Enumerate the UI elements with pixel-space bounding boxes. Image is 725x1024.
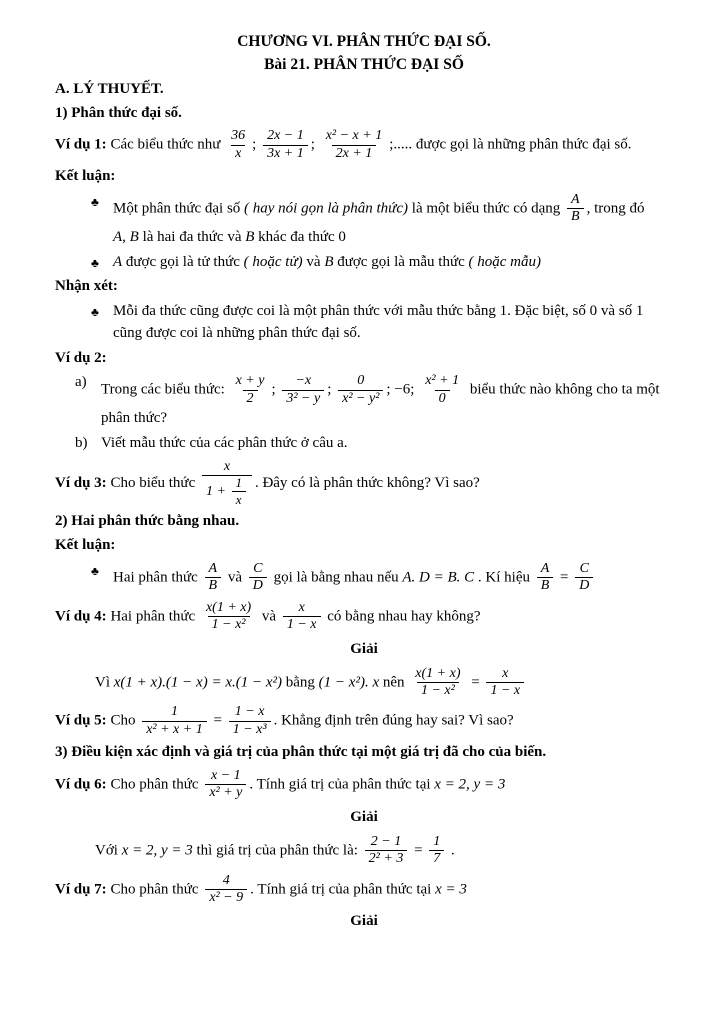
text-run: Cho phân thức (106, 880, 203, 897)
text-run: Ví dụ 2: (55, 349, 107, 366)
text-run: Vì (95, 673, 114, 690)
text-run: Viết mẫu thức của các phân thức ở câu a. (101, 435, 348, 452)
text-run: 3) Điều kiện xác định và giá trị của phân thức tại một giá trị đã cho của biến. (55, 744, 547, 761)
line-content (113, 560, 673, 596)
text-run: . Tính giá trị của phân thức tại (250, 880, 436, 897)
text-run: Ví dụ 3: (55, 474, 107, 491)
text-run: . (447, 842, 455, 859)
text-run: được gọi là mẫu thức (333, 253, 469, 270)
line-content (113, 191, 673, 249)
text-run: bằng (282, 673, 319, 690)
text-run: Cho biểu thức (106, 474, 199, 491)
fraction-denominator: 1 − x (486, 682, 524, 700)
section-a-heading (55, 79, 673, 101)
fraction-numerator: 1 (170, 704, 178, 720)
text-run: (1 − x²). x (318, 673, 380, 690)
text-run: . Tính giá trị của phân thức tại (249, 776, 435, 793)
text-run: Giải (350, 808, 378, 825)
text-run: Ví dụ 4: (55, 608, 107, 625)
fraction (227, 128, 249, 162)
text-run: ; (271, 381, 280, 398)
example-2-item-b (55, 433, 673, 455)
ket-luan-2-heading (55, 535, 673, 557)
text-run: Một phân thức đại số (113, 200, 245, 217)
text-run: , trong đó (586, 200, 645, 217)
example-2-item-a (55, 372, 673, 430)
text-run: x = 2, y = 3 (434, 776, 506, 793)
text-run: khác đa thức (254, 228, 339, 245)
fraction-denominator: x² − y² (338, 390, 383, 408)
text-run: Ví dụ 7: (55, 880, 107, 897)
text-run: biểu thức nào không cho ta một phân thức? (101, 381, 660, 427)
fraction (338, 373, 383, 407)
fraction-denominator: 1 − x³ (229, 721, 271, 739)
list-marker: a) (75, 374, 87, 391)
document-body (55, 79, 673, 933)
text-run: Các biểu thức như (106, 136, 225, 153)
fraction-numerator: 1 − x (234, 704, 265, 720)
fraction (283, 600, 321, 634)
fraction (142, 704, 207, 738)
giai-heading-2 (55, 807, 673, 829)
fraction-numerator: 1 (235, 474, 242, 490)
fraction-denominator: 1 − x² (417, 682, 459, 700)
fraction-numerator: 36 (231, 128, 246, 144)
fraction (231, 476, 246, 508)
text-run: . Kí hiệu (474, 569, 534, 586)
fraction-numerator: x − 1 (211, 768, 241, 784)
list-marker: b) (75, 435, 88, 452)
line-content (113, 252, 673, 274)
fraction-denominator: x² + x + 1 (142, 721, 207, 739)
text-run: = (467, 673, 484, 690)
fraction-denominator: B (205, 577, 222, 595)
text-run: x = 3 (435, 880, 467, 897)
text-run: . Khẳng định trên đúng hay sai? Vì sao? (273, 712, 514, 729)
example-3 (55, 458, 673, 509)
text-run: ; (327, 381, 336, 398)
example-4-solution (55, 665, 673, 701)
fraction (202, 600, 255, 634)
example-5 (55, 703, 673, 739)
text-run: ;..... được gọi là những phân thức đại số. (389, 136, 632, 153)
fraction (205, 768, 246, 802)
fraction-denominator: 2 (243, 390, 258, 408)
example-6-solution (55, 833, 673, 869)
text-run: nên (379, 673, 409, 690)
text-run: Nhận xét: (55, 278, 118, 295)
nhan-xet-heading (55, 276, 673, 298)
giai-heading-3 (55, 911, 673, 933)
fraction-denominator: 1 − x (283, 616, 321, 634)
fraction-numerator: C (253, 560, 263, 576)
fraction-numerator: x (502, 665, 509, 681)
fraction-denominator: 0 (435, 390, 450, 408)
fraction (322, 128, 387, 162)
text-run: thì giá trị của phân thức là: (192, 842, 362, 859)
fraction-numerator: A (540, 560, 550, 576)
text-run: và (302, 253, 325, 270)
text-run: = (209, 712, 226, 729)
fraction (429, 834, 444, 868)
fraction (421, 373, 463, 407)
text-run: Ví dụ 5: (55, 712, 107, 729)
subsection-2-heading (55, 511, 673, 533)
club-bullet-icon: ♣ (91, 255, 99, 270)
fraction-numerator: x² − x + 1 (325, 128, 383, 144)
text-run: ( hoặc mẫu) (468, 253, 541, 270)
lesson-title: Bài 21. PHÂN THỨC ĐẠI SỐ (264, 56, 464, 74)
ket-luan-heading (55, 166, 673, 188)
chapter-title: CHƯƠNG VI. PHÂN THỨC ĐẠI SỐ. (237, 33, 491, 50)
fraction-numerator: 4 (222, 872, 230, 888)
text-run: Cho phân thức (106, 776, 203, 793)
fraction-numerator: A (571, 192, 580, 208)
text-run: Giải (350, 640, 378, 657)
text-run: ( hay nói gọn là phân thức) (244, 200, 409, 217)
fraction-denominator: 1 − x² (208, 616, 250, 634)
text-run: x = 2, y = 3 (121, 842, 193, 859)
example-4 (55, 599, 673, 635)
text-run: A. LÝ THUYẾT. (55, 80, 164, 97)
text-run: ; (310, 136, 319, 153)
fraction (232, 373, 269, 407)
fraction-numerator: 0 (357, 373, 365, 389)
text-run: 2) Hai phân thức bằng nhau. (55, 513, 240, 530)
text-run: x(1 + x).(1 − x) = x.(1 − x²) (113, 673, 282, 690)
text-run: gọi là bằng nhau nếu (269, 569, 403, 586)
fraction-denominator: 3² − y (282, 390, 324, 408)
text-run: . Đây có là phân thức không? Vì sao? (254, 474, 480, 491)
text-run: Trong các biểu thức: (101, 381, 229, 398)
example-6 (55, 767, 673, 803)
fraction-numerator: x² + 1 (425, 373, 460, 389)
fraction (537, 561, 554, 595)
fraction-denominator: x (231, 145, 245, 163)
bullet-remark (55, 301, 673, 345)
text-run: Kết luận: (55, 168, 116, 185)
fraction-denominator: x² − 9 (205, 889, 247, 907)
line-content (101, 433, 673, 455)
text-run: Kết luận: (55, 537, 116, 554)
fraction (229, 704, 271, 738)
fraction-denominator: 2² + 3 (365, 850, 408, 868)
text-run: Ví dụ 6: (55, 776, 107, 793)
example-2-heading (55, 348, 673, 370)
text-run: và (258, 608, 280, 625)
text-run: là một biểu thức có dạng (408, 200, 565, 217)
fraction-numerator: x (223, 458, 231, 474)
fraction-numerator: x(1 + x) (415, 665, 461, 681)
subsection-1-heading (55, 103, 673, 125)
example-1 (55, 127, 673, 163)
text-run: B (245, 228, 255, 245)
fraction-numerator: A (208, 560, 218, 576)
fraction (567, 192, 584, 226)
text-run: và (224, 569, 246, 586)
fraction-denominator: B (567, 208, 584, 226)
text-run: ; −6; (386, 381, 419, 398)
fraction (575, 561, 593, 595)
fraction (282, 373, 324, 407)
text-run: Cho (106, 712, 140, 729)
text-run: A. D = B. C (402, 569, 475, 586)
fraction-numerator: x (298, 599, 305, 615)
fraction (411, 666, 464, 700)
text-run: 0 (338, 228, 346, 245)
fraction-denominator: 3x + 1 (263, 145, 308, 163)
text-run: là hai đa thức và (138, 228, 246, 245)
fraction-denominator: x (232, 491, 246, 508)
bullet-equality (55, 560, 673, 596)
fraction-denominator: 7 (429, 850, 444, 868)
fraction-numerator: 2 − 1 (370, 833, 402, 849)
text-run: Hai phân thức (113, 569, 202, 586)
club-bullet-icon: ♣ (91, 195, 99, 210)
text-run: Hai phân thức (106, 608, 199, 625)
fraction-denominator: 2x + 1 (332, 145, 377, 163)
fraction-denominator: x² + y (205, 784, 246, 802)
fraction (202, 459, 252, 508)
text-run: Ví dụ 1: (55, 136, 107, 153)
example-7 (55, 872, 673, 908)
text-run: có bằng nhau hay không? (323, 608, 481, 625)
fraction-numerator: x + y (235, 373, 265, 389)
text-run: A, B (113, 228, 139, 245)
fraction (263, 128, 308, 162)
fraction-denominator: D (249, 577, 267, 595)
club-bullet-icon: ♣ (91, 563, 99, 578)
fraction-numerator: C (579, 560, 589, 576)
bullet-definition (55, 191, 673, 249)
fraction-numerator: 1 (433, 833, 441, 849)
subsection-3-heading (55, 742, 673, 764)
text-run: Mỗi đa thức cũng được coi là một phân thức với mẫu thức bằng 1. Đặc biệt, số 0 và số 1 cũng được coi là những phân thức đại số. (113, 303, 644, 341)
line-content (113, 301, 673, 345)
giai-heading-1 (55, 639, 673, 661)
fraction (486, 666, 524, 700)
fraction-numerator: −x (295, 373, 312, 389)
text-run: 1) Phân thức đại số. (55, 104, 182, 121)
fraction (249, 561, 267, 595)
text-run: ; (252, 136, 261, 153)
text-run: A (113, 253, 123, 270)
text-run: B (324, 253, 334, 270)
fraction-denominator (202, 475, 252, 508)
text-run: = (410, 842, 427, 859)
fraction-denominator: B (537, 577, 554, 595)
bullet-numerator-denominator (55, 252, 673, 274)
fraction-numerator: 2x − 1 (267, 128, 304, 144)
text-run: Với (95, 842, 122, 859)
text-run: Giải (350, 913, 378, 930)
fraction (365, 834, 408, 868)
club-bullet-icon: ♣ (91, 305, 99, 320)
text-run: = (556, 569, 573, 586)
text-run: 1 + (205, 483, 230, 499)
fraction (205, 561, 222, 595)
text-run: ( hoặc tử) (243, 253, 303, 270)
fraction-numerator: x(1 + x) (205, 599, 252, 615)
fraction-denominator: D (575, 577, 593, 595)
fraction (205, 873, 247, 907)
line-content (101, 372, 673, 430)
text-run: được gọi là tử thức (122, 253, 244, 270)
